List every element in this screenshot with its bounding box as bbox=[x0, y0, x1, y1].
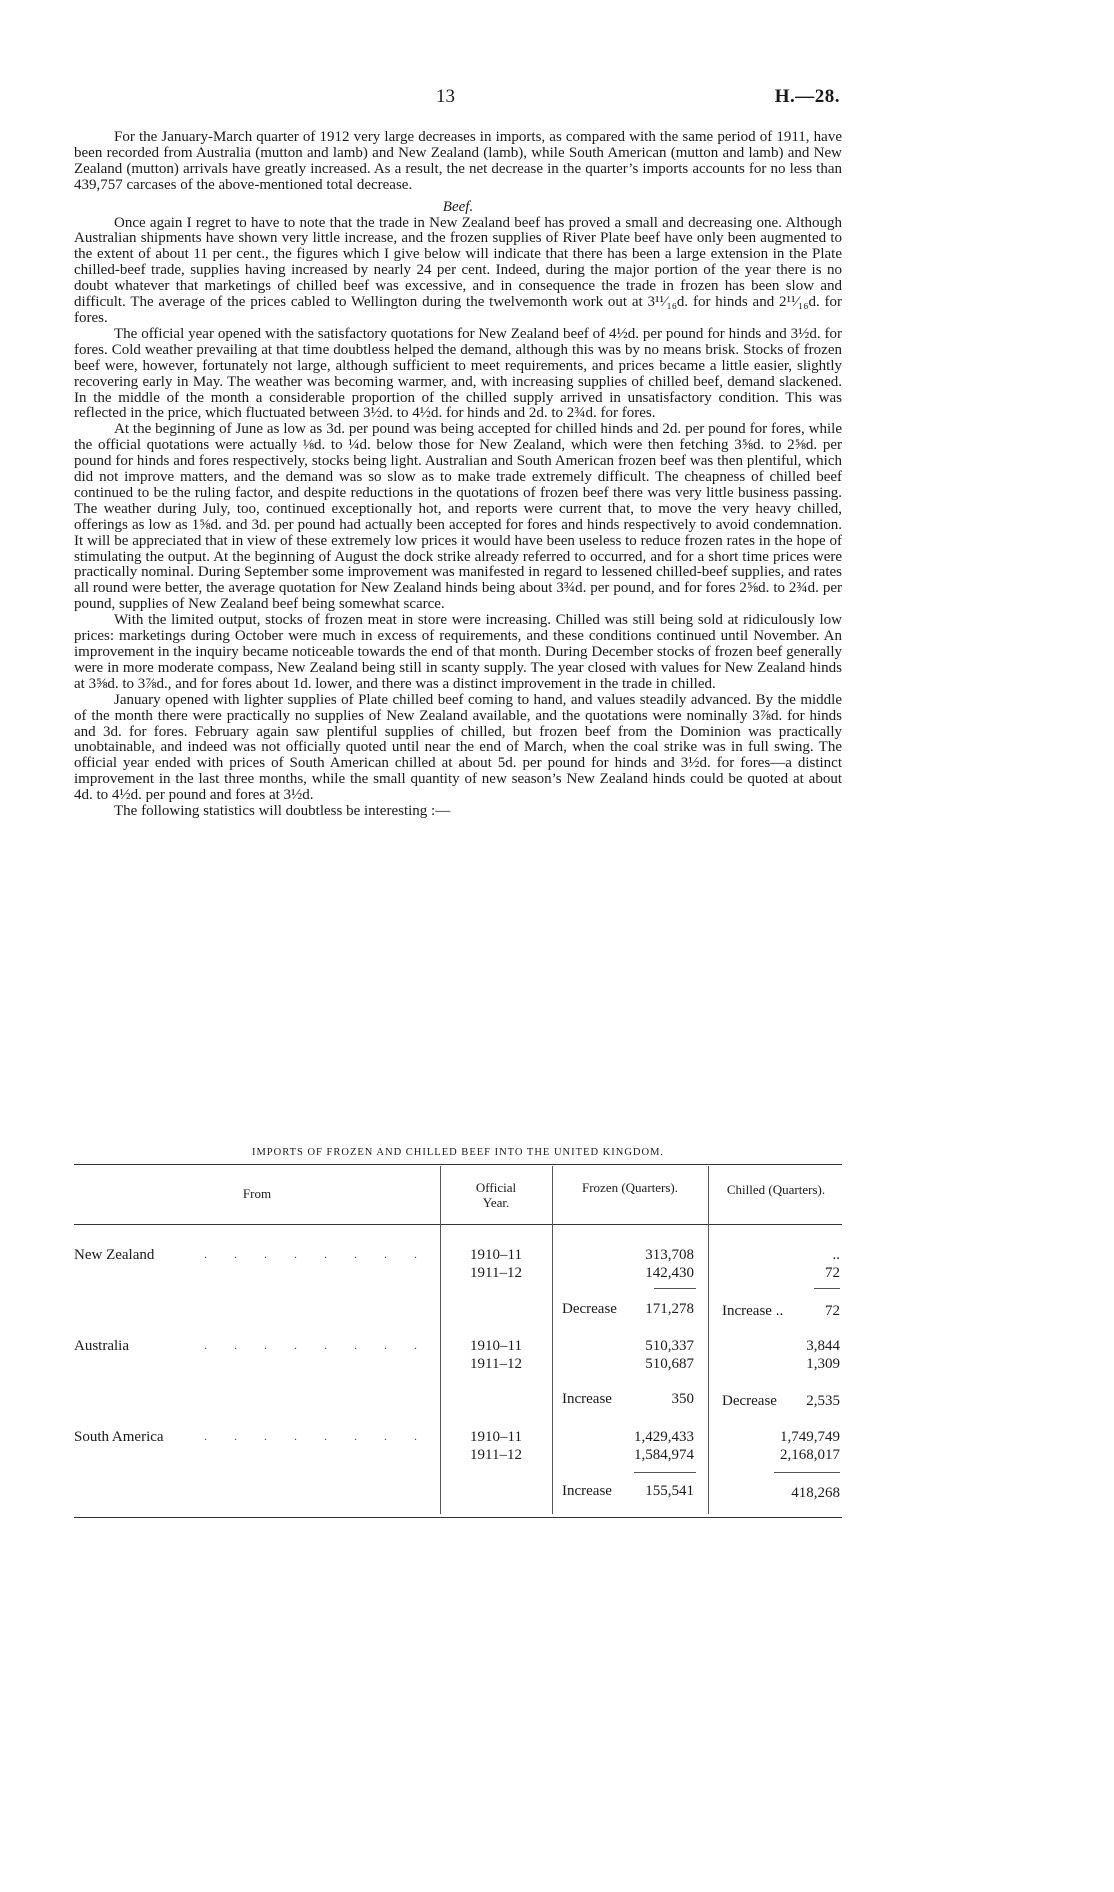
year-cell: 1911–12 bbox=[470, 1265, 522, 1281]
paragraph: At the beginning of June as low as 3d. per pound was being accepted for chilled hinds and 2d. per pound for fores, while the official quotations were actually ⅛d. to ¼d. below those for New Zealand, which were then fetching 3⅝d. to 2⅝d. per pound for hinds and fores respectively, stocks being light. Australian and South American frozen beef was then plentiful, which did not improve matters, and the demand was so slow as to make trade extremely difficult. The cheapness of chilled beef continued to be the ruling factor, and despite reductions in the quotations of frozen beef there was very little business passing. The weather during July, too, continued exceptionally hot, and reports were current that, to move the very heavy chilled, offerings as low as 1⅝d. and 3d. per pound had actually been accepted for fores and hinds respectively to avoid condemnation. It will be appreciated that in view of these extremely low prices it would have been useless to reduce frozen rates in the hope of stimulating the output. At the beginning of August the dock strike already referred to occurred, and for a short time prices were practically nominal. During September some improvement was manifested in regard to lessened chilled-beef supplies, and rates all round were better, the average quotation for New Zealand hinds being about 3¾d. per pound, and for fores 2⅝d. to 2¾d. per pound, supplies of New Zealand beef being somewhat scarce. bbox=[74, 421, 842, 613]
frozen-change-value: 171,278 bbox=[645, 1301, 694, 1317]
sum-rule bbox=[814, 1288, 840, 1289]
chilled-change-value: 2,535 bbox=[806, 1393, 840, 1409]
header-from: From bbox=[242, 1186, 272, 1201]
frozen-cell: 510,687 bbox=[645, 1356, 694, 1372]
page-number: 13 bbox=[436, 86, 455, 107]
paragraph: For the January-March quarter of 1912 very large decreases in imports, as compared with the same period of 1911, have been recorded from Australia (mutton and lamb) and New Zealand (lamb), while South American (mutton and lamb) and New Zealand (mutton) arrivals have greatly increased. As a result, the net decrease in the quarter’s imports accounts for no less than 439,757 carcases of the above-mentioned total decrease. bbox=[74, 129, 842, 193]
body-text bbox=[74, 130, 842, 820]
frozen-cell: 313,708 bbox=[645, 1247, 694, 1263]
chilled-change-value: 418,268 bbox=[791, 1485, 840, 1501]
chilled-cell: 1,309 bbox=[806, 1356, 840, 1372]
country-australia: Australia bbox=[74, 1338, 129, 1354]
leader-dots: . . . . . . . . bbox=[204, 1429, 429, 1443]
chilled-change-value: 72 bbox=[825, 1303, 840, 1319]
chilled-cell: 2,168,017 bbox=[780, 1447, 840, 1463]
country-new-zealand: New Zealand bbox=[74, 1247, 155, 1263]
year-cell: 1911–12 bbox=[470, 1447, 522, 1463]
leader-dots: . . . . . . . . bbox=[204, 1247, 429, 1261]
frozen-cell: 1,429,433 bbox=[634, 1429, 694, 1445]
year-cell: 1910–11 bbox=[470, 1338, 522, 1354]
frozen-change-value: 155,541 bbox=[645, 1483, 694, 1499]
sum-rule bbox=[634, 1472, 696, 1473]
frozen-cell: 142,430 bbox=[645, 1265, 694, 1281]
chilled-cell: 3,844 bbox=[806, 1338, 840, 1354]
chilled-change-label: Increase .. bbox=[722, 1303, 784, 1319]
sum-rule bbox=[654, 1288, 696, 1289]
chilled-change-label: Decrease bbox=[722, 1393, 777, 1409]
document-code: H.—28. bbox=[774, 86, 840, 107]
header-frozen: Frozen (Quarters). bbox=[581, 1180, 678, 1195]
section-heading: Beef. bbox=[442, 198, 474, 215]
paragraph: Once again I regret to have to note that the trade in New Zealand beef has proved a small and decreasing one. Although Australian shipments have shown very little increase, and the frozen supplies of River Plate beef have only been augmented to the extent of about 11 per cent., the figures which I give below will indicate that there has been a large extension in the Plate chilled-beef trade, supplies having increased by nearly 24 per cent. Indeed, during the major portion of the year there is no doubt whatever that marketings of chilled beef was excessive, and in consequence the trade in frozen has been slow and difficult. The average of the prices cabled to Wellington during the twelvemonth work out at 3¹¹⁄₁₆d. for hinds and 2¹¹⁄₁₆d. for fores. bbox=[74, 214, 842, 326]
paragraph: The following statistics will doubtless be interesting :— bbox=[114, 803, 451, 820]
frozen-change-label: Increase bbox=[562, 1391, 612, 1407]
country-south-america: South America bbox=[74, 1429, 164, 1445]
header-official-year: Official Year. bbox=[475, 1180, 517, 1210]
year-cell: 1911–12 bbox=[470, 1356, 522, 1372]
sum-rule bbox=[774, 1472, 840, 1473]
table-caption: IMPORTS OF FROZEN AND CHILLED BEEF INTO THE UNITED KINGDOM. bbox=[251, 1147, 665, 1158]
column-divider bbox=[552, 1166, 553, 1514]
frozen-change-label: Increase bbox=[562, 1483, 612, 1499]
chilled-cell: 1,749,749 bbox=[780, 1429, 840, 1445]
paragraph: The official year opened with the satisfactory quotations for New Zealand beef of 4½d. per pound for hinds and 3½d. for fores. Cold weather prevailing at that time doubtless helped the demand, although this was by no means brisk. Stocks of frozen beef were, however, fortunately not large, although sufficient to meet requirements, and prices became a little easier, slightly recovering early in May. The weather was becoming warmer, and, with increasing supplies of chilled beef, demand slackened. In the middle of the month a considerable proportion of the chilled supply arrived in unsatisfactory condition. This was reflected in the price, which fluctuated between 3½d. to 4½d. for hinds and 2d. to 2¾d. for fores. bbox=[74, 325, 842, 422]
leader-dots: . . . . . . . . bbox=[204, 1338, 429, 1352]
frozen-cell: 510,337 bbox=[645, 1338, 694, 1354]
imports-table bbox=[74, 1164, 842, 1519]
year-cell: 1910–11 bbox=[470, 1247, 522, 1263]
table-bottom-rule bbox=[74, 1517, 842, 1518]
table-header-rule bbox=[74, 1224, 842, 1225]
chilled-cell: .. bbox=[832, 1247, 840, 1263]
column-divider bbox=[440, 1166, 441, 1514]
column-divider bbox=[708, 1166, 709, 1514]
chilled-cell: 72 bbox=[825, 1265, 840, 1281]
paragraph: With the limited output, stocks of frozen meat in store were increasing. Chilled was still being sold at ridiculously low prices: marketings during October were much in excess of requirements, and these conditions continued until November. An improvement in the inquiry became noticeable towards the end of that month. During December stocks of frozen beef generally were in more moderate compass, New Zealand being still in scanty supply. The year closed with values for New Zealand hinds at 3⅝d. to 3⅞d., and for fores about 1d. lower, and there was a distinct improvement in the trade in chilled. bbox=[74, 612, 842, 692]
year-cell: 1910–11 bbox=[470, 1429, 522, 1445]
frozen-change-value: 350 bbox=[671, 1391, 694, 1407]
frozen-cell: 1,584,974 bbox=[634, 1447, 694, 1463]
frozen-change-label: Decrease bbox=[562, 1301, 617, 1317]
paragraph: January opened with lighter supplies of Plate chilled beef coming to hand, and values steadily advanced. By the middle of the month there were practically no supplies of New Zealand available, and the quotations were nominally 3⅞d. for hinds and 3d. for fores. February again saw plentiful supplies of chilled, but frozen beef from the Dominion was practically unobtainable, and indeed was not officially quoted until near the end of March, when the coal strike was in full swing. The official year ended with prices of South American chilled at about 5d. per pound for hinds and 3½d. for fores—a distinct improvement in the last three months, while the small quantity of new season’s New Zealand hinds could be quoted at about 4d. to 4½d. per pound and fores at 3½d. bbox=[74, 691, 842, 804]
table-top-rule bbox=[74, 1164, 842, 1165]
header-chilled: Chilled (Quarters). bbox=[726, 1182, 826, 1197]
